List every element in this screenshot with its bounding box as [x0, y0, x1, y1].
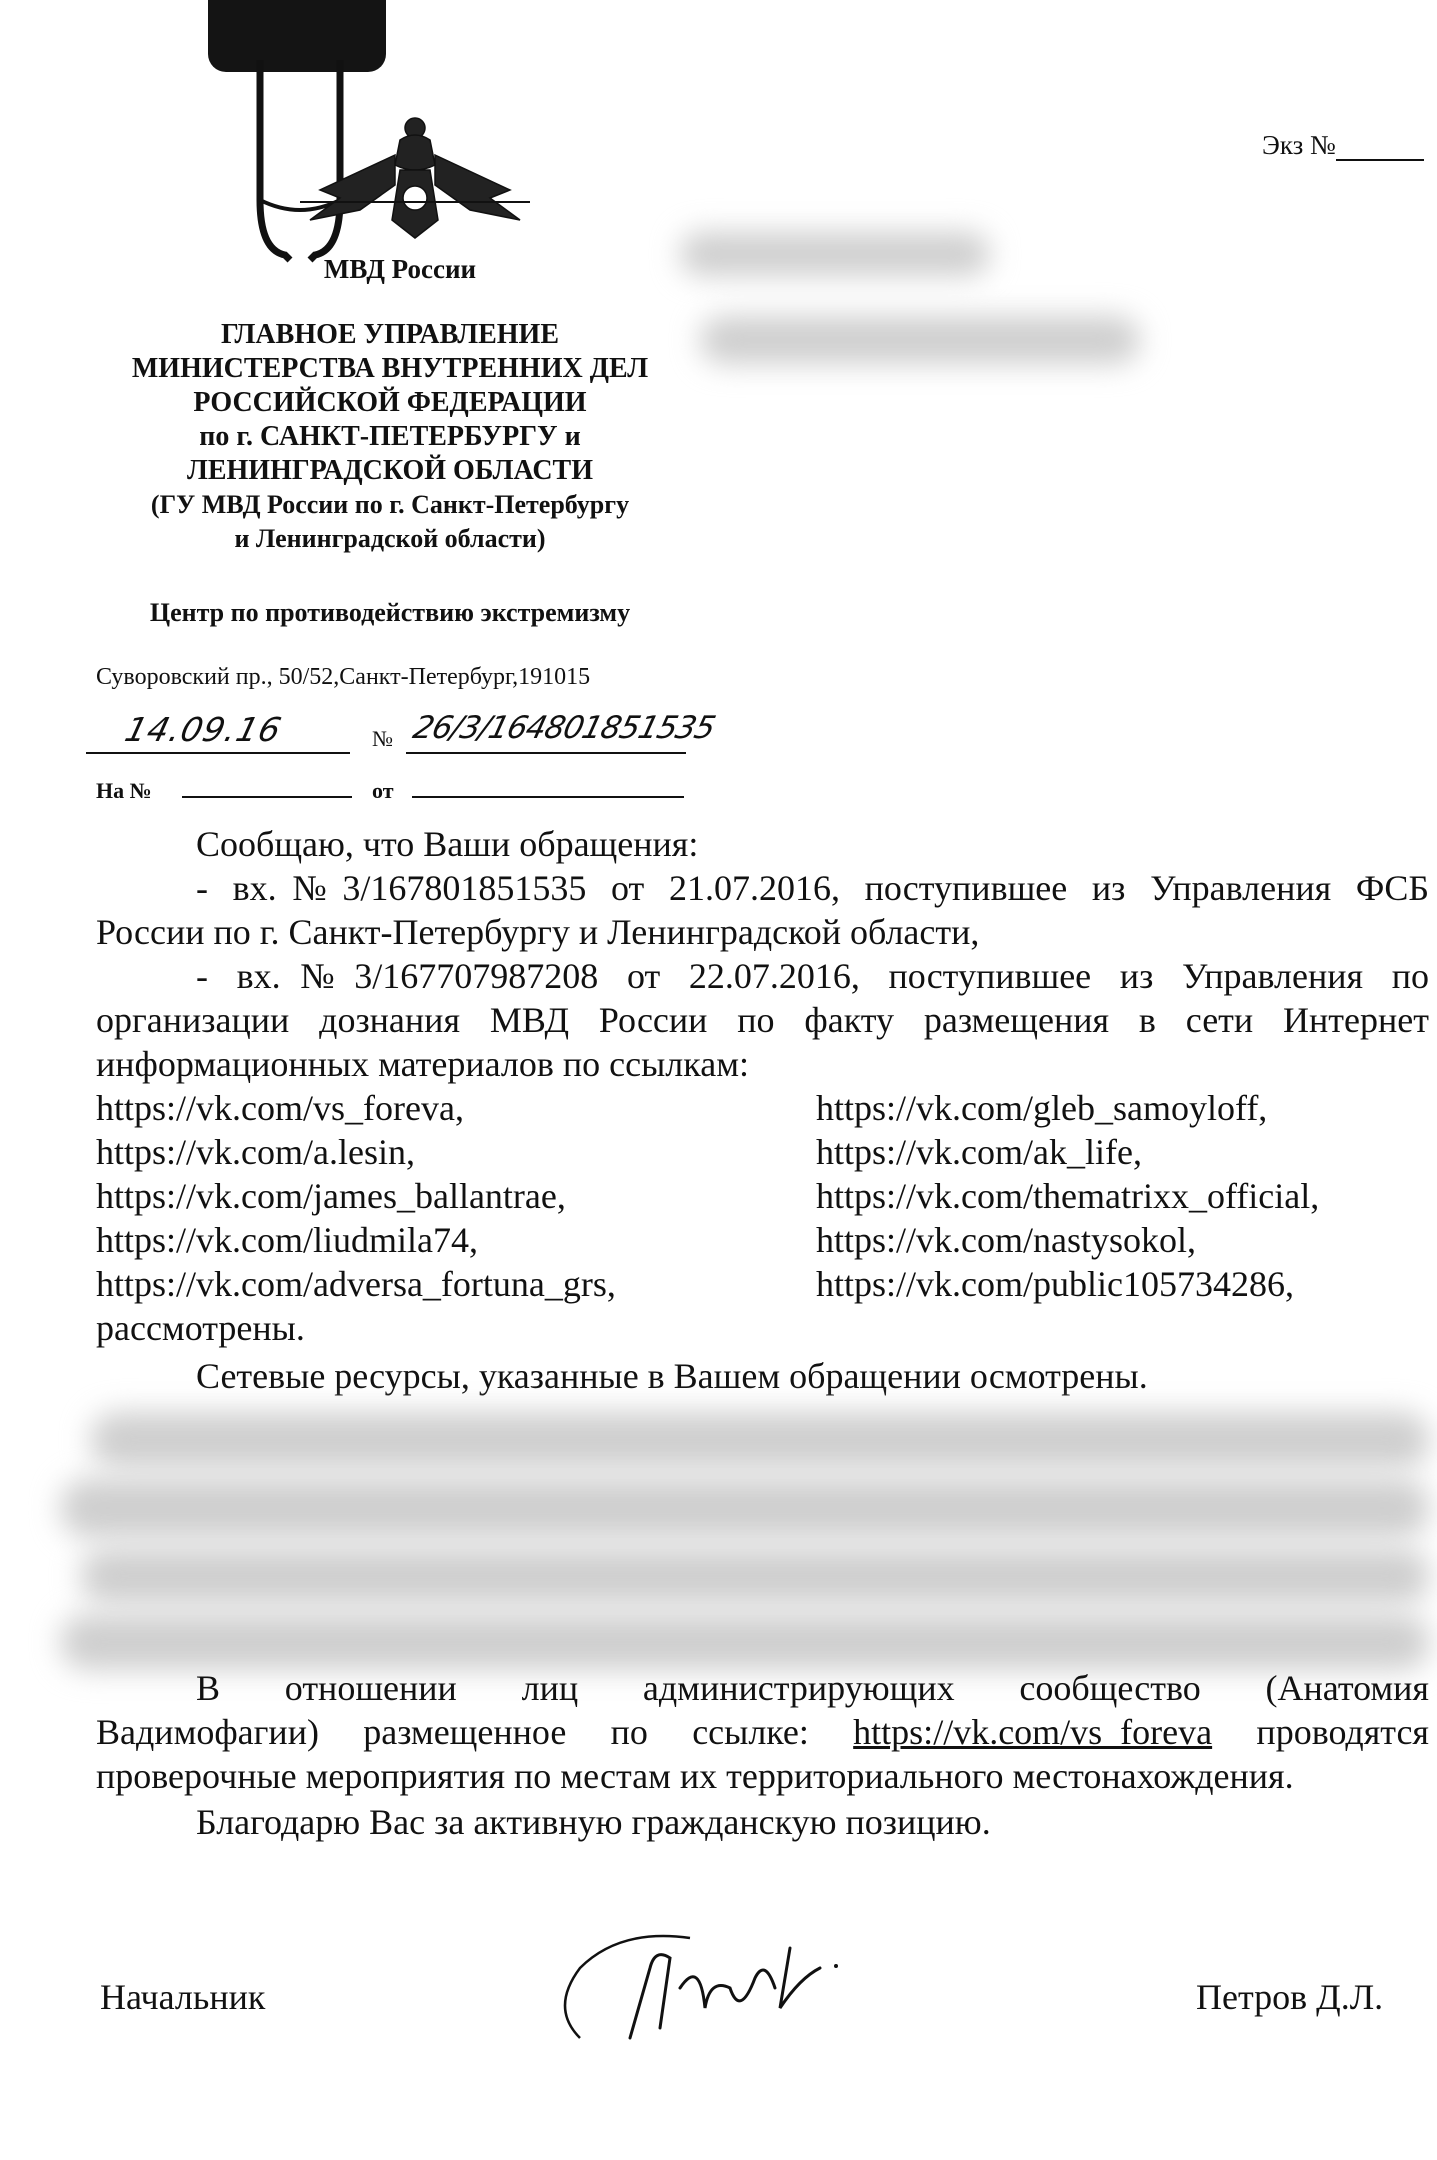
- resources-text: Сетевые ресурсы, указанные в Вашем обращении осмотрены.: [196, 1356, 1148, 1396]
- reviewed-text: рассмотрены.: [96, 1308, 305, 1348]
- links-left-column: [96, 1086, 616, 1306]
- redacted-paragraph-line: [60, 1478, 1430, 1538]
- signatory-name: Петров Д.Л.: [1196, 1977, 1384, 2017]
- list-item: https://vk.com/ak_life,: [816, 1132, 1142, 1172]
- organization-name: [60, 318, 720, 556]
- item-1-line: - вх.№3/167801851535 от 21.07.2016, поступившее из Управления ФСБ: [196, 868, 1429, 908]
- item-1-line: России по г. Санкт-Петербургу и Ленинградской области,: [96, 912, 980, 952]
- org-line: ГЛАВНОЕ УПРАВЛЕНИЕ: [220, 319, 560, 350]
- vk-link[interactable]: https://vk.com/vs_foreva: [853, 1712, 1213, 1752]
- agency-short-name: МВД России: [323, 254, 477, 284]
- list-item: https://vk.com/vs_foreva,: [96, 1088, 464, 1128]
- reference-date-label: от: [372, 778, 394, 803]
- handwritten-number: 26/3/164801851535: [409, 710, 719, 746]
- copy-number: Экз №: [1262, 130, 1424, 161]
- redacted-paragraph-line: [90, 1412, 1430, 1468]
- org-line: (ГУ МВД России по г. Санкт-Петербургу: [150, 490, 630, 519]
- redacted-recipient-line: [680, 232, 990, 276]
- item-2-line: - вх.№3/167707987208 от 22.07.2016, поступившее из Управления по: [196, 956, 1429, 996]
- reference-number-label: На №: [96, 778, 152, 803]
- reference-date-line: [412, 796, 684, 798]
- admin-line-text: Вадимофагии) размещенное по ссылке:: [96, 1712, 809, 1752]
- list-item: https://vk.com/gleb_samoyloff,: [816, 1088, 1268, 1128]
- admin-line: проверочные мероприятия по местам их территориального местонахождения.: [96, 1756, 1294, 1796]
- redacted-paragraph-line: [80, 1548, 1430, 1604]
- org-line: по г. САНКТ-ПЕТЕРБУРГУ и: [199, 421, 581, 452]
- list-item: https://vk.com/liudmila74,: [96, 1220, 478, 1260]
- redacted-recipient-line: [700, 316, 1140, 364]
- list-item: https://vk.com/james_ballantrae,: [96, 1176, 566, 1216]
- org-line: МИНИСТЕРСТВА ВНУТРЕННИХ ДЕЛ: [131, 353, 649, 384]
- org-line: и Ленинградской области): [234, 524, 546, 553]
- department-name: Центр по противодействию экстремизму: [149, 598, 631, 627]
- handwritten-signature: [540, 1918, 870, 2068]
- department-address: Суворовский пр., 50/52,Санкт-Петербург,191015: [96, 664, 591, 690]
- list-item: https://vk.com/adversa_fortuna_grs,: [96, 1264, 616, 1304]
- number-label: №: [372, 726, 393, 751]
- intro-text: Сообщаю, что Ваши обращения:: [196, 824, 699, 864]
- thanks-text: Благодарю Вас за активную гражданскую позицию.: [196, 1802, 991, 1842]
- mvd-emblem-icon: [300, 110, 530, 250]
- links-right-column: [816, 1086, 1319, 1306]
- signatory-position: Начальник: [100, 1977, 266, 2017]
- reference-number-line: [182, 796, 352, 798]
- list-item: https://vk.com/public105734286,: [816, 1264, 1294, 1304]
- outgoing-date-field: [86, 712, 350, 754]
- redacted-paragraph-line: [60, 1614, 1430, 1670]
- item-2-line: информационных материалов по ссылкам:: [96, 1044, 749, 1084]
- org-line: ЛЕНИНГРАДСКОЙ ОБЛАСТИ: [186, 455, 594, 486]
- list-item: https://vk.com/nastysokol,: [816, 1220, 1197, 1260]
- handwritten-date: 14.09.16: [121, 710, 286, 749]
- admin-line: В отношении лиц администрирующих сообщество (Анатомия: [196, 1668, 1429, 1708]
- outgoing-number-field: [406, 710, 719, 754]
- list-item: https://vk.com/a.lesin,: [96, 1132, 415, 1172]
- item-2-line: организации дознания МВД России по факту размещения в сети Интернет: [96, 1000, 1429, 1040]
- list-item: https://vk.com/thematrixx_official,: [816, 1176, 1320, 1216]
- org-line: РОССИЙСКОЙ ФЕДЕРАЦИИ: [193, 387, 587, 418]
- admin-line: [96, 1710, 1429, 1754]
- copy-number-line: [1336, 137, 1424, 161]
- admin-line-text: проводятся: [1256, 1712, 1429, 1752]
